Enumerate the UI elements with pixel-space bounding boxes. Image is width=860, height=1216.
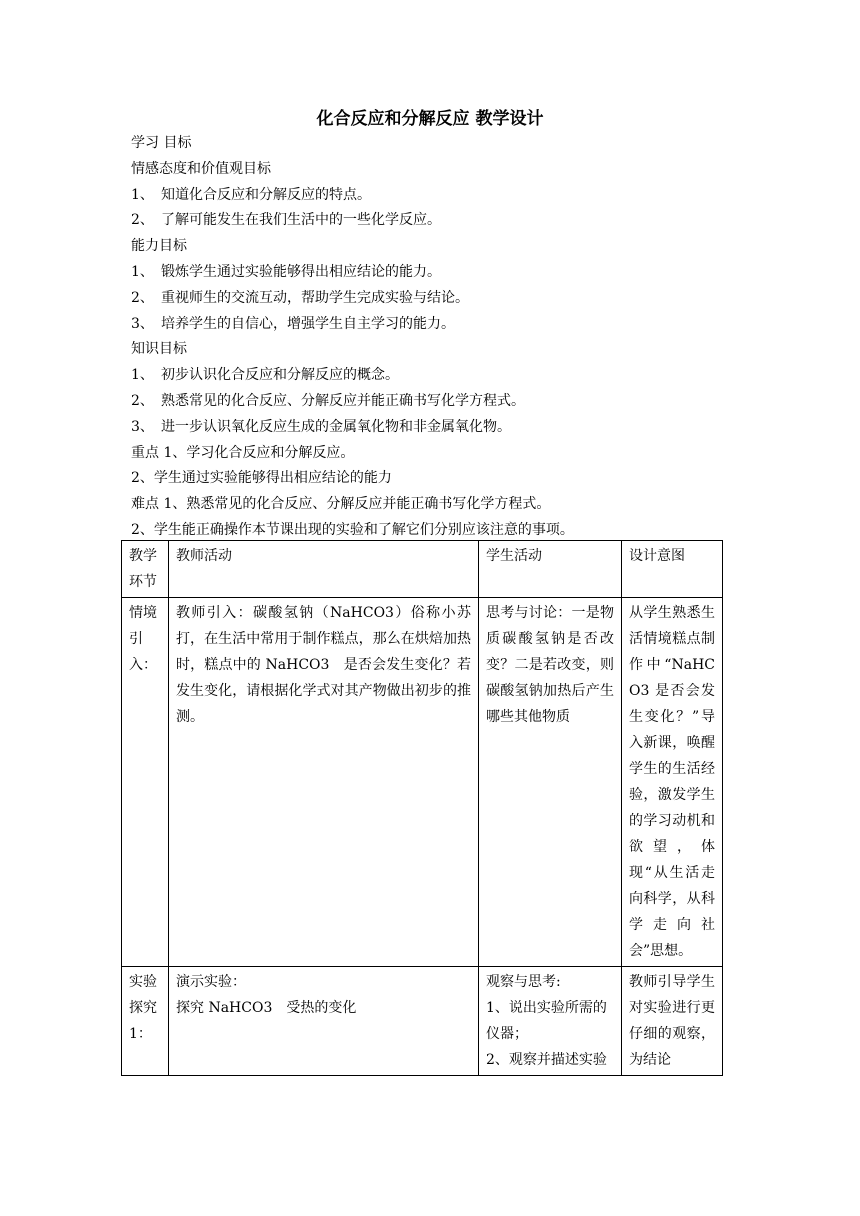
list-item — [131, 208, 771, 234]
lesson-plan-table — [121, 540, 723, 1076]
design-intent-cell: 从学生熟悉生活情境糕点制作中“NaHCO3 是否会发生变化？”导入新课，唤醒学生的生活经验，激发学生的学习动机和欲望，体现“从生活走向科学，从科学走向社会”思想。 — [622, 598, 723, 967]
teacher-activity-cell: 教师引入：碳酸氢钠（NaHCO3）俗称小苏打，在生活中常用于制作糕点，那么在烘焙加热时，糕点中的 NaHCO3 是否会发生变化？若发生变化，请根据化学式对其产物做出初步的推测。 — [169, 598, 479, 967]
student-line: 观察与思考: — [486, 974, 561, 990]
item-number: 2、 — [131, 212, 154, 229]
list-item — [131, 363, 771, 389]
teacher-line: 探究 NaHCO3 受热的变化 — [176, 1000, 357, 1016]
item-text: 培养学生的自信心，增强学生自主学习的能力。 — [161, 315, 455, 332]
item-number: 1、 — [131, 186, 154, 203]
header-intent: 设计意图 — [622, 541, 723, 598]
item-text: 锻炼学生通过实验能够得出相应结论的能力。 — [161, 263, 441, 280]
student-line: 2、观察并描述实验 — [486, 1052, 607, 1068]
table-row — [122, 967, 723, 1076]
list-item — [131, 389, 771, 415]
item-number: 2、 — [131, 289, 154, 306]
item-number: 1、 — [131, 263, 154, 280]
difficult-point: 2、学生能正确操作本节课出现的实验和了解它们分别应该注意的事项。 — [131, 521, 574, 538]
ability-heading: 能力目标 — [131, 238, 187, 255]
emotion-heading: 情感态度和价值观目标 — [131, 160, 271, 177]
item-text: 熟悉常见的化合反应、分解反应并能正确书写化学方程式。 — [161, 392, 525, 409]
header-teacher: 教师活动 — [169, 541, 479, 598]
stage-cell: 情境引入： — [122, 598, 169, 967]
objectives-section — [131, 131, 771, 544]
knowledge-heading: 知识目标 — [131, 341, 187, 358]
stage-cell: 实验探究1： — [122, 967, 169, 1076]
list-item — [131, 286, 771, 312]
table-header-row — [122, 541, 723, 598]
item-number: 3、 — [131, 418, 154, 435]
item-text: 进一步认识氧化反应生成的金属氧化物和非金属氧化物。 — [161, 418, 511, 435]
difficult-point: 难点 1、熟悉常见的化合反应、分解反应并能正确书写化学方程式。 — [131, 496, 551, 513]
header-stage: 教学环节 — [122, 541, 169, 598]
item-number: 2、 — [131, 392, 154, 409]
student-activity-cell — [479, 967, 622, 1076]
item-text: 重视师生的交流互动，帮助学生完成实验与结论。 — [161, 289, 469, 306]
item-text: 初步认识化合反应和分解反应的概念。 — [161, 367, 399, 384]
item-number: 3、 — [131, 315, 154, 332]
teacher-activity-cell — [169, 967, 479, 1076]
item-text: 了解可能发生在我们生活中的一些化学反应。 — [161, 212, 441, 229]
list-item — [131, 260, 771, 286]
header-student: 学生活动 — [479, 541, 622, 598]
design-intent-cell: 教师引导学生对实验进行更仔细的观察，为结论 — [622, 967, 723, 1076]
list-item — [131, 183, 771, 209]
key-point: 2、学生通过实验能够得出相应结论的能力 — [131, 470, 392, 487]
item-text: 知道化合反应和分解反应的特点。 — [161, 186, 371, 203]
table-row — [122, 598, 723, 967]
page-title: 化合反应和分解反应 教学设计 — [316, 109, 544, 129]
item-number: 1、 — [131, 367, 154, 384]
teacher-line: 演示实验： — [176, 974, 246, 990]
objectives-heading: 学习 目标 — [131, 135, 192, 151]
list-item — [131, 312, 771, 338]
list-item — [131, 415, 771, 441]
student-activity-cell: 思考与讨论：一是物质碳酸氢钠是否改变？二是若改变，则碳酸氢钠加热后产生哪些其他物质 — [479, 598, 622, 967]
student-line: 1、说出实验所需的仪器； — [486, 1000, 607, 1042]
key-point: 重点 1、学习化合反应和分解反应。 — [131, 444, 355, 461]
